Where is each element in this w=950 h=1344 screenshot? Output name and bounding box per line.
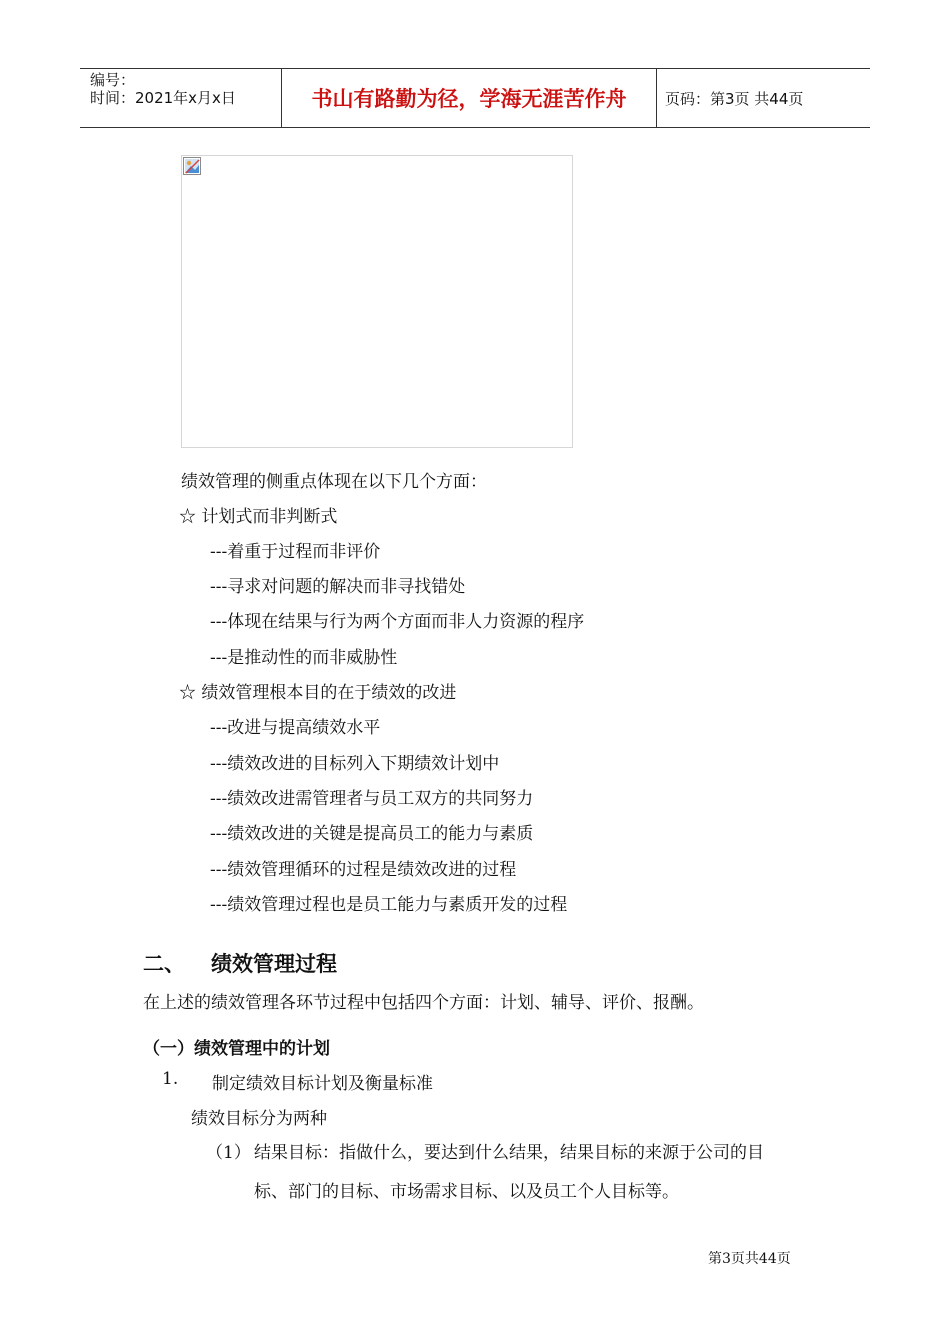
list-item: ---寻求对问题的解决而非寻找错处 (210, 577, 466, 597)
subsection-title: （一）绩效管理中的计划 (143, 1039, 330, 1059)
intro-text: 绩效管理的侧重点体现在以下几个方面： (181, 472, 487, 492)
list-item: ---着重于过程而非评价 (210, 542, 381, 562)
bullet-plan: ☆ 计划式而非判断式 (179, 507, 338, 527)
list-item: ---体现在结果与行为两个方面而非人力资源的程序 (210, 612, 585, 632)
item-number: 1. (162, 1069, 179, 1089)
list-item: ---绩效改进的目标列入下期绩效计划中 (210, 754, 500, 774)
broken-image-icon (183, 157, 201, 175)
image-placeholder (181, 155, 573, 448)
list-item: ---绩效管理循环的过程是绩效改进的过程 (210, 860, 517, 880)
header-page-label: 页码：第3页 共44页 (665, 89, 804, 108)
header-motto: 书山有路勤为径，学海无涯苦作舟 (281, 69, 657, 127)
time-label: 时间：2021年x月x日 (90, 89, 236, 107)
list-item: ---是推动性的而非威胁性 (210, 648, 398, 668)
number-label: 编号： (90, 71, 136, 89)
result-line-1: 结果目标：指做什么，要达到什么结果，结果目标的来源于公司的目 (254, 1143, 764, 1163)
list-item: ---改进与提高绩效水平 (210, 718, 381, 738)
targets-intro: 绩效目标分为两种 (191, 1109, 327, 1129)
section-title: 绩效管理过程 (211, 952, 337, 976)
item-title: 制定绩效目标计划及衡量标准 (212, 1074, 433, 1094)
list-item: ---绩效管理过程也是员工能力与素质开发的过程 (210, 895, 568, 915)
page-header (80, 68, 870, 128)
header-info-cell (80, 69, 281, 127)
bullet-improvement: ☆ 绩效管理根本目的在于绩效的改进 (179, 683, 457, 703)
page-footer: 第3页共44页 (708, 1251, 791, 1267)
list-item: ---绩效改进需管理者与员工双方的共同努力 (210, 789, 534, 809)
section-number: 二、 (143, 952, 185, 976)
result-number: （1） (206, 1143, 251, 1163)
list-item: ---绩效改进的关键是提高员工的能力与素质 (210, 824, 534, 844)
result-line-2: 标、部门的目标、市场需求目标、以及员工个人目标等。 (254, 1182, 679, 1202)
section-intro: 在上述的绩效管理各环节过程中包括四个方面：计划、辅导、评价、报酬。 (143, 993, 704, 1013)
